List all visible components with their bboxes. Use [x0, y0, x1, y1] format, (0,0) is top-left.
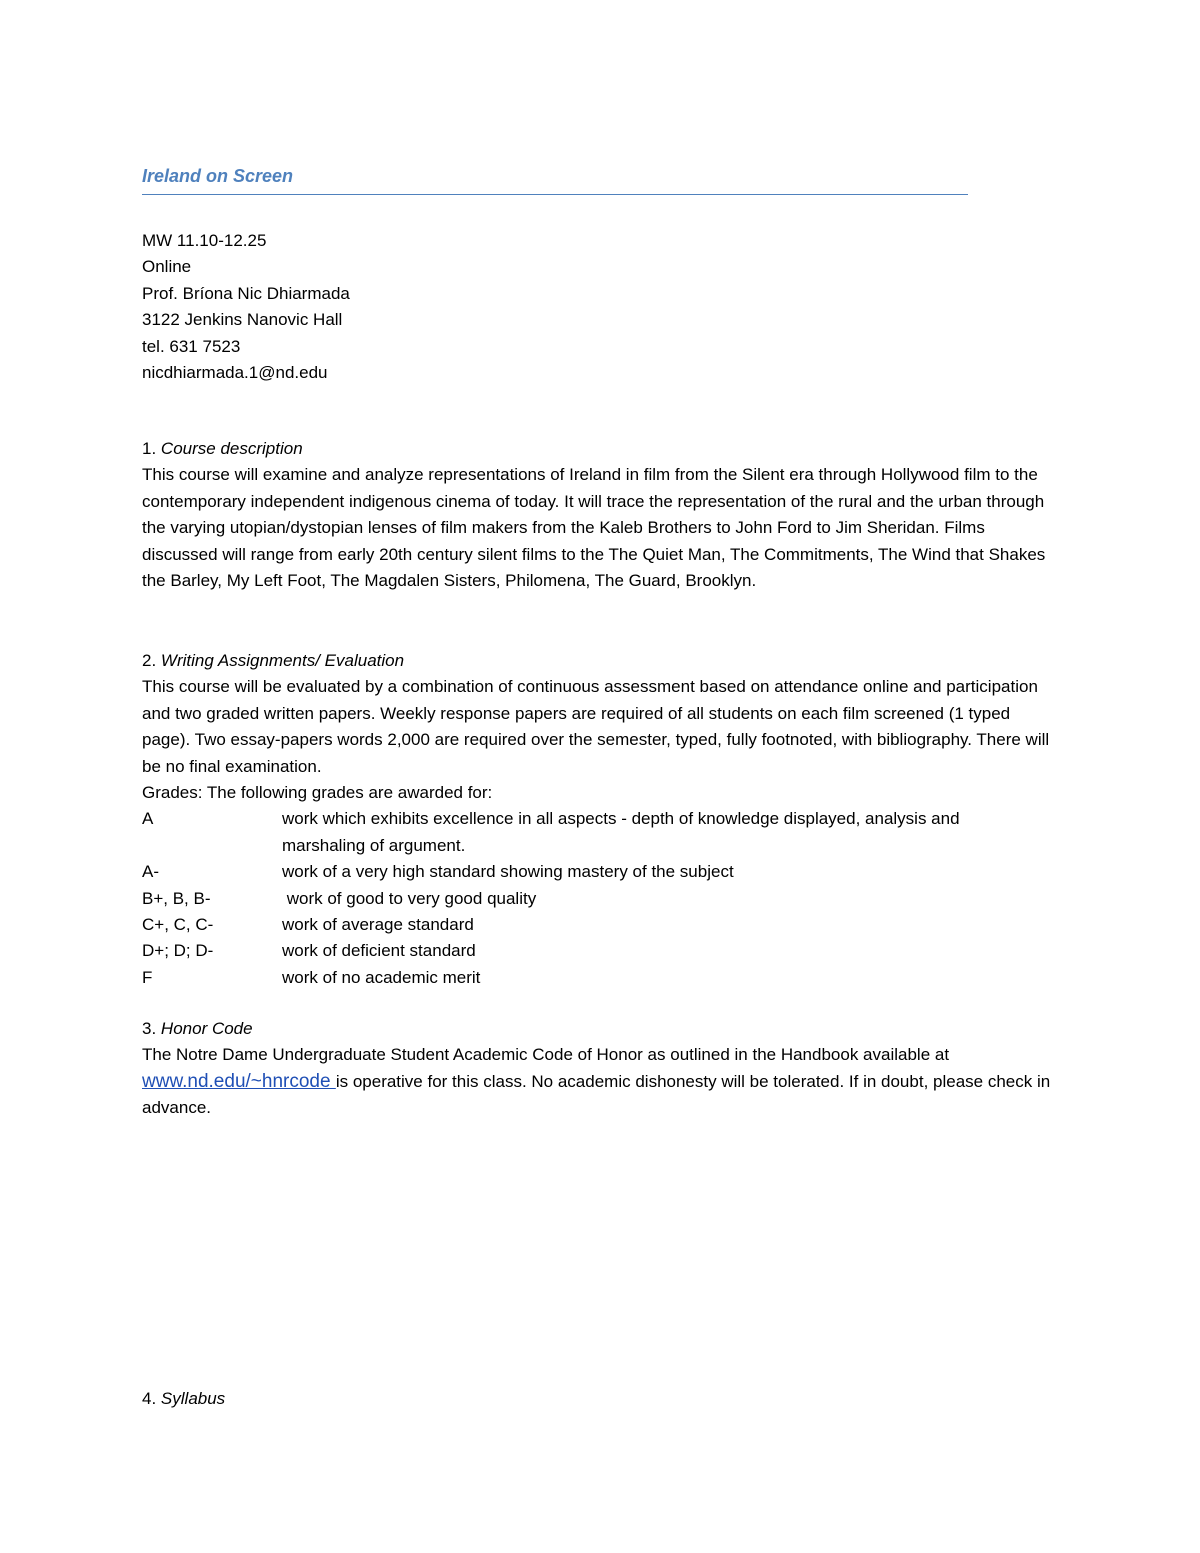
grade-description: work which exhibits excellence in all aspects - depth of knowledge displayed, analysis and marshaling of argument.: [282, 809, 960, 855]
grade-description: work of average standard: [282, 915, 474, 935]
grade-row: [142, 912, 1062, 938]
grade-letter: F: [142, 967, 153, 987]
course-schedule: MW 11.10-12.25: [142, 231, 267, 250]
grade-row: [142, 938, 1062, 964]
section-number: 4.: [142, 1389, 157, 1408]
honor-code-link[interactable]: www.nd.edu/~hnrcode: [142, 1070, 336, 1092]
honor-text-before: The Notre Dame Undergraduate Student Academic Code of Honor as outlined in the Handbook available at: [142, 1045, 950, 1065]
section-title: Syllabus: [160, 1389, 226, 1408]
section-heading: [142, 648, 1062, 674]
section-number: 3.: [142, 1019, 157, 1038]
email-address: nicdhiarmada.1@nd.edu: [142, 363, 328, 383]
grade-row: [142, 806, 1062, 859]
section-number: 2.: [142, 651, 157, 670]
grade-row: [142, 886, 1062, 912]
section-title: Writing Assignments/ Evaluation: [160, 651, 405, 670]
document-title: Ireland on Screen: [142, 166, 294, 186]
phone-number: tel. 631 7523: [142, 336, 241, 356]
course-mode: Online: [142, 257, 192, 277]
section-number: 1.: [142, 439, 157, 458]
section-syllabus: [142, 1386, 1062, 1412]
section-body: [142, 1042, 1062, 1121]
office-location: 3122 Jenkins Nanovic Hall: [142, 310, 343, 330]
document-page: [142, 0, 1062, 1553]
grade-row: [142, 965, 1062, 991]
title-divider: [142, 194, 968, 195]
grade-description: work of a very high standard showing mastery of the subject: [282, 862, 734, 882]
grade-letter: C+, C, C-: [142, 915, 214, 935]
section-writing-assignments: [142, 648, 1062, 991]
grade-letter: A: [142, 809, 154, 829]
section-honor-code: [142, 1016, 1062, 1122]
grade-letter: B+, B, B-: [142, 888, 211, 908]
honor-text-after: is operative for this class. No academic dishonesty will be tolerated. If in doubt, please check in advance.: [142, 1071, 1051, 1118]
grade-letter: D+; D; D-: [142, 941, 214, 961]
section-heading: [142, 1386, 1062, 1412]
grades-list: [142, 806, 1062, 991]
section-body: This course will examine and analyze representations of Ireland in film from the Silent era through Hollywood film to the contemporary independent indigenous cinema of today. It will trace the representation of the rural and the urban through the varying utopian/dystopian lenses of film makers from the Kaleb Brothers to John Ford to Jim Sheridan. Films discussed will range from early 20th century silent films to the The Quiet Man, The Commitments, The Wind that Shakes the Barley, My Left Foot, The Magdalen Sisters, Philomena, The Guard, Brooklyn.: [142, 465, 1046, 591]
grade-description: work of deficient standard: [282, 941, 476, 961]
professor-name: Prof. Bríona Nic Dhiarmada: [142, 283, 350, 303]
section-title: Honor Code: [160, 1019, 253, 1038]
section-title: Course description: [160, 439, 303, 458]
grade-letter: A-: [142, 862, 159, 882]
course-info: [142, 228, 1062, 386]
section-heading: [142, 1016, 1062, 1042]
grade-description: work of no academic merit: [282, 967, 481, 987]
grades-intro: Grades: The following grades are awarded for:: [142, 783, 493, 803]
section-body: This course will be evaluated by a combination of continuous assessment based on attendance online and participation and two graded written papers. Weekly response papers are required of all students on each film screened (1 typed page). Two essay-papers words 2,000 are required over the semester, typed, fully footnoted, with bibliography. There will be no final examination.: [142, 677, 1050, 776]
section-heading: [142, 436, 1062, 462]
grade-description: work of good to very good quality: [282, 888, 537, 908]
grade-row: [142, 859, 1062, 885]
section-course-description: [142, 436, 1062, 594]
